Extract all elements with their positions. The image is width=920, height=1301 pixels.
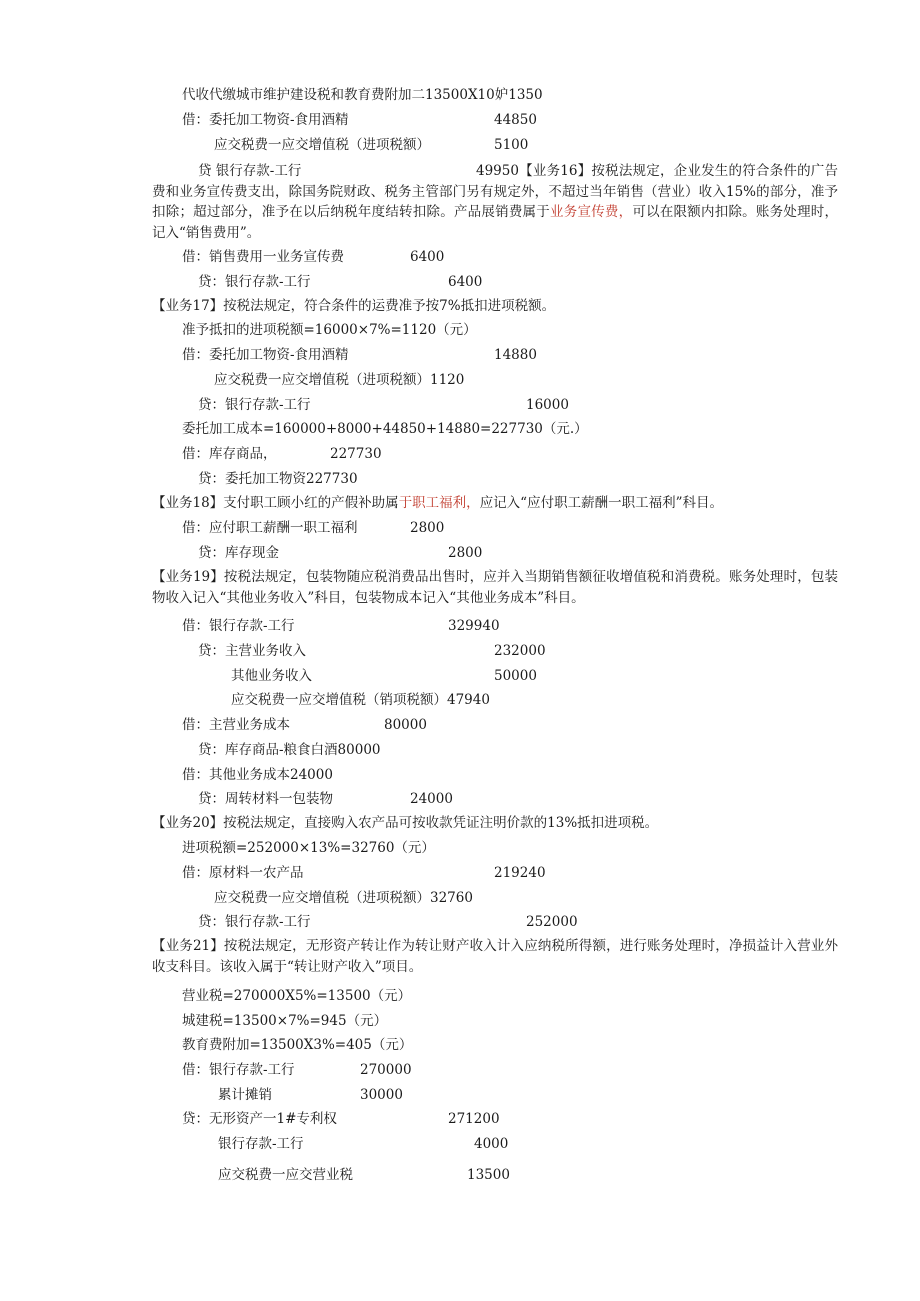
text-line: 委托加工成本=160000+8000+44850+14880=227730（元.） <box>182 421 588 437</box>
text-line: 借：应付职工薪酬一职工福利 <box>182 520 358 536</box>
text-line: 贷：主营业务收入 <box>198 643 306 659</box>
text-line: 贷 银行存款-工行 <box>198 163 302 179</box>
text-line: 贷：委托加工物资227730 <box>198 471 358 487</box>
text-line: 贷：无形资产一1#专利权 <box>182 1111 337 1127</box>
text-segment: 应记入“应付职工薪酬一职工福利”科目。 <box>479 495 723 511</box>
amount: 4000 <box>474 1136 509 1152</box>
text-line: 借：银行存款-工行 <box>182 1062 295 1078</box>
amount: 49950 <box>476 163 519 179</box>
text-line: 进项税额=252000×13%=32760（元） <box>182 840 435 856</box>
amount: 24000 <box>410 791 453 807</box>
heading-business-20: 【业务20】按税法规定，直接购入农产品可按收款凭证注明价款的13%抵扣进项税。 <box>152 815 659 831</box>
amount: 227730 <box>330 446 382 462</box>
amount: 50000 <box>494 668 537 684</box>
text-line: 营业税=270000X5%=13500（元） <box>182 988 412 1004</box>
amount: 80000 <box>384 717 427 733</box>
text-line: 累计摊销 <box>218 1087 272 1103</box>
amount: 16000 <box>526 397 569 413</box>
paragraph-business-21: 【业务21】按税法规定，无形资产转让作为转让财产收入计入应纳税所得额，进行账务处理时，净损益计入营业外收支科目。该收入属于“转让财产收入”项目。 <box>152 938 838 975</box>
amount: 44850 <box>494 112 537 128</box>
amount: 252000 <box>526 914 578 930</box>
text-line: 贷：周转材料一包装物 <box>198 791 333 807</box>
text-line: 教育费附加=13500X3%=405（元） <box>182 1037 413 1053</box>
paragraph-text: 【业务16】按税法规定，企业发生的符合条件的广告费和业务宣传费支出，除国务院财政、税务主管部门另有规定外，不超过当年销售（营业）收入15%的部分，准予扣除；超过部分，准予在以后纳税年度结转扣除。产品展销费属于 <box>152 163 838 220</box>
amount: 5100 <box>494 137 529 153</box>
text-line: 应交税费一应交增值税（进项税额） <box>214 137 430 153</box>
paragraph-text: 可以在限额内扣除。账务处理时，记入“销售费用”。 <box>152 204 839 241</box>
text-line: 应交税费一应交营业税 <box>218 1167 353 1183</box>
text-line: 应交税费一应交增值税（进项税额）1120 <box>214 372 465 388</box>
amount: 2800 <box>410 520 445 536</box>
text-line: 借：委托加工物资-食用酒精 <box>182 112 349 128</box>
amount: 13500 <box>467 1167 510 1183</box>
text-line: 贷：库存商品-粮食白酒80000 <box>198 742 381 758</box>
text-line: 借：主营业务成本 <box>182 717 290 733</box>
text-line: 城建税=13500×7%=945（元） <box>182 1013 388 1029</box>
amount: 2800 <box>448 545 483 561</box>
text-line: 借：银行存款-工行 <box>182 618 295 634</box>
amount: 6400 <box>448 274 483 290</box>
paragraph-business-19: 【业务19】按税法规定，包装物随应税消费品出售时，应并入当期销售额征收增值税和消费税。账务处理时，包装物收入记入“其他业务收入”科目，包装物成本记入“其他业务成本”科目。 <box>152 569 838 606</box>
text-line: 借：原材料一农产品 <box>182 865 304 881</box>
highlight-text: 于职工福利， <box>398 495 480 511</box>
heading-business-17: 【业务17】按税法规定，符合条件的运费准予按7%抵扣进项税额。 <box>152 298 556 314</box>
text-line: 代收代缴城市维护建设税和教育费附加二13500X10妒1350 <box>182 87 543 103</box>
text-segment: 【业务18】支付职工顾小红的产假补助属 <box>152 495 399 511</box>
text-line: 借：委托加工物资-食用酒精 <box>182 347 349 363</box>
text-line: 应交税费一应交增值税（进项税额）32760 <box>214 890 473 906</box>
text-line: 借：其他业务成本24000 <box>182 767 333 783</box>
text-line: 准予抵扣的进项税额=16000×7%=1120（元） <box>182 322 477 338</box>
amount: 219240 <box>494 865 546 881</box>
amount: 232000 <box>494 643 546 659</box>
text-line: 应交税费一应交增值税（销项税额）47940 <box>231 692 490 708</box>
amount: 30000 <box>360 1087 403 1103</box>
text-line: 借：库存商品， <box>182 446 277 462</box>
amount: 270000 <box>360 1062 412 1078</box>
text-line: 借：销售费用一业务宣传费 <box>182 249 344 265</box>
amount: 271200 <box>448 1111 500 1127</box>
text-line: 贷：银行存款-工行 <box>198 274 311 290</box>
paragraph-business-16 <box>152 161 838 243</box>
highlight-text: 业务宣传费， <box>550 204 633 220</box>
amount: 6400 <box>410 249 445 265</box>
text-line: 贷：库存现金 <box>198 545 279 561</box>
text-line: 贷：银行存款-工行 <box>198 914 311 930</box>
text-line: 其他业务收入 <box>231 668 312 684</box>
heading-business-18 <box>152 494 723 512</box>
text-line: 银行存款-工行 <box>218 1136 304 1152</box>
amount: 14880 <box>494 347 537 363</box>
text-line: 贷：银行存款-工行 <box>198 397 311 413</box>
amount: 329940 <box>448 618 500 634</box>
